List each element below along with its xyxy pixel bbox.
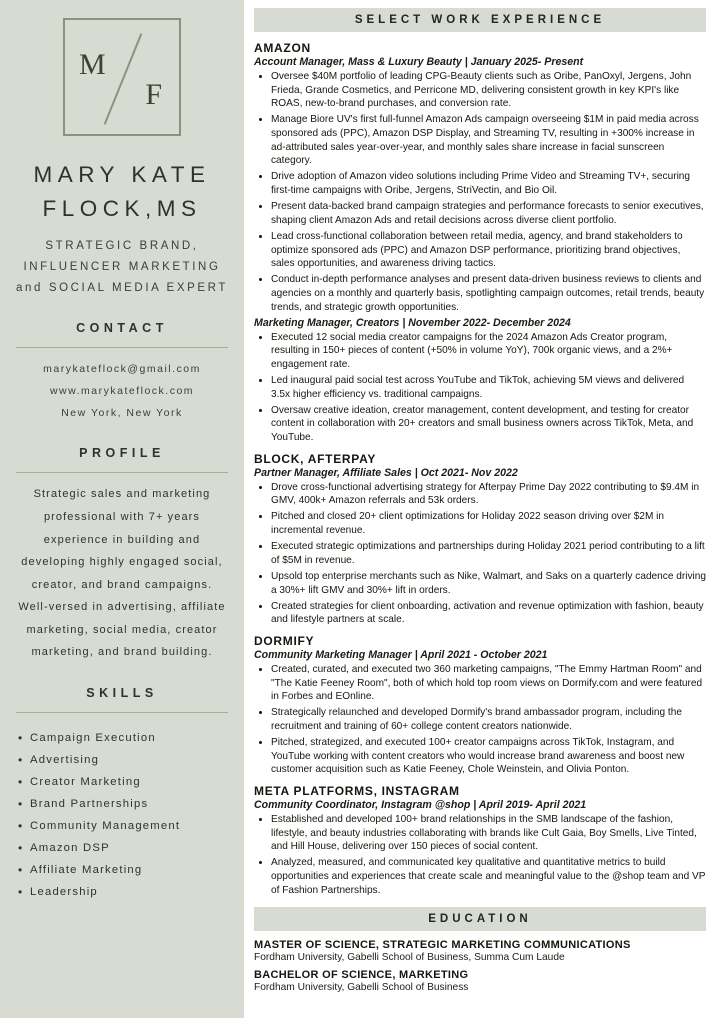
page-title: MARY KATE FLOCK,MS <box>33 162 211 221</box>
monogram-logo <box>63 18 181 136</box>
list-item: • Analyzed, measured, and communicated key qualitative and quantitative metrics to build opportunities and experiences that create scale and meaningful value to the @shop team and VP of Fashion Partnerships. <box>271 856 706 897</box>
list-item: • Creator Marketing <box>16 771 228 793</box>
list-item: • Strategically relaunched and developed Dormify's brand ambassador program, including the recruitment and training of 60+ college content creators nationwide. <box>271 706 706 733</box>
list-item: • Drove cross-functional advertising strategy for Afterpay Prime Day 2022 contributing to $9.4M in GMV, 400k+ Amazon referrals and 53k orders. <box>271 481 706 508</box>
degree-school: Fordham University, Gabelli School of Business <box>254 982 469 994</box>
employer-name: BLOCK, AFTERPAY <box>254 451 377 466</box>
profile-text: Strategic sales and marketing professional with 7+ years experience in building and developing highly engaged social, creator, and brand campaigns. Well-versed in advertising, affiliate marketing, social media, creator marketing, and brand building. <box>18 488 226 659</box>
list-item: • Campaign Execution <box>16 727 228 749</box>
job-title: Account Manager, Mass & Luxury Beauty | January 2025- Present <box>254 56 584 68</box>
list-item: • Led inaugural paid social test across YouTube and TikTok, achieving 5M views and delivered 3.5x higher efficiency vs. traditional campaigns. <box>271 374 706 401</box>
list-item: • Advertising <box>16 749 228 771</box>
job-bullets <box>254 813 706 897</box>
job-bullets <box>254 481 706 627</box>
contact-location: New York, New York <box>61 407 183 420</box>
job-title: Community Marketing Manager | April 2021 - October 2021 <box>254 648 548 661</box>
list-item: • Manage Biore UV's first full-funnel Amazon Ads campaign overseeing $1M in paid media across sponsored ads (PPC), Amazon DSP Display, and Streaming TV, resulting in +300% increase in ad-attributed sales year-over-year, and monthly sales share increase in facial sunscreen category. <box>271 113 706 168</box>
list-item: • Pitched and closed 20+ client optimizations for Holiday 2022 season driving over $2M in incremental revenue. <box>271 510 706 537</box>
list-item: • Established and developed 100+ brand relationships in the SMB landscape of the fashion, lifestyle, and beauty industries collaborating with brands like Cult Gaia, Boy Smells, Live Tinted, and Hill House, delivering over 150 pieces of social content. <box>271 813 706 854</box>
job-title: Partner Manager, Affiliate Sales | Oct 2021- Nov 2022 <box>254 466 518 479</box>
skills-divider <box>16 712 228 713</box>
sidebar <box>0 0 244 1018</box>
list-item: • Upsold top enterprise merchants such as Nike, Walmart, and Saks on a quarterly cadence driving a 30%+ lift GMV and 30%+ lift in orders. <box>271 570 706 597</box>
employer-name: META PLATFORMS, INSTAGRAM <box>254 783 460 798</box>
list-item: • Conduct in-depth performance analyses and present data-driven business reviews to clients and agencies on a monthly and quarterly basis, spotlighting campaign outcomes, retail trends, beauty trends, and strategic growth opportunities. <box>271 273 706 314</box>
list-item: • Leadership <box>16 881 228 903</box>
list-item: • Amazon DSP <box>16 837 228 859</box>
list-item: • Created strategies for client onboarding, activation and revenue optimization with fashion, beauty and lifestyle partners at scale. <box>271 600 706 627</box>
list-item: • Drive adoption of Amazon video solutions including Prime Video and Streaming TV+, securing first-time campaigns with Oribe, Jergens, StriVectin, and Bio Oil. <box>271 170 706 197</box>
list-item: • Oversee $40M portfolio of leading CPG-Beauty clients such as Oribe, PanOxyl, Jergens, John Frieda, Grande Cosmetics, and Perricone MD, delivering consistent growth in key KPI's like ROAS, new-to-brand purchases, and conversion rate. <box>271 70 706 111</box>
job-title: Marketing Manager, Creators | November 2022- December 2024 <box>254 316 571 329</box>
list-item: • Pitched, strategized, and executed 100+ creator campaigns across TikTok, Instagram, and YouTube working with content creators who would increase brand awareness and boost new customer acquisition such as Katie Feeney, Chole Weinstein, and Olivia Ponton. <box>271 736 706 777</box>
monogram-slash-icon <box>104 33 143 125</box>
list-item: • Community Management <box>16 815 228 837</box>
monogram-letter-f: F <box>145 78 163 111</box>
degree-school: Fordham University, Gabelli School of Business, Summa Cum Laude <box>254 952 565 964</box>
list-item: • Brand Partnerships <box>16 793 228 815</box>
list-item: • Executed strategic optimizations and partnerships during Holiday 2021 period contributing to a lift of $5M in revenue. <box>271 540 706 567</box>
profile-divider <box>16 472 228 473</box>
list-item: • Lead cross-functional collaboration between retail media, agency, and brand stakeholders to optimize sponsored ads (PPC) and Amazon DSP performance, prioritizing brand objectives, sales opportunities, and awareness driving tactics. <box>271 230 706 271</box>
job-title: Community Coordinator, Instagram @shop | April 2019- April 2021 <box>254 798 587 811</box>
list-item: • Oversaw creative ideation, creator management, content development, and testing for creator content in collaboration with 20+ creators and small business owners across TikTok, Meta, and YouTube. <box>271 404 706 445</box>
employer-name: AMAZON <box>254 41 311 55</box>
skills-heading: SKILLS <box>86 685 158 700</box>
employer-name: DORMIFY <box>254 633 315 648</box>
professional-tagline: STRATEGIC BRAND, INFLUENCER MARKETING and SOCIAL MEDIA EXPERT <box>16 239 228 295</box>
degree-title: MASTER OF SCIENCE, STRATEGIC MARKETING COMMUNICATIONS <box>254 939 631 952</box>
contact-divider <box>16 347 228 348</box>
list-item: • Affiliate Marketing <box>16 859 228 881</box>
education-section-heading: EDUCATION <box>254 907 706 931</box>
list-item: • Present data-backed brand campaign strategies and performance forecasts to senior executives, shaping client Amazon Ads and retail decisions across diverse client portfolio. <box>271 200 706 227</box>
list-item: • Executed 12 social media creator campaigns for the 2024 Amazon Ads Creator program, resulting in 150+ pieces of content (+50% in volume YoY), 700k organic views, and a 2%+ engagement rate. <box>271 331 706 372</box>
experience-section-heading: SELECT WORK EXPERIENCE <box>254 8 706 32</box>
contact-website[interactable]: www.marykateflock.com <box>49 385 195 398</box>
list-item: • Created, curated, and executed two 360 marketing campaigns, "The Emmy Hartman Room" and "The Katie Feeney Room", both of which hold top room views on Dormify.com and were featured in Forbes and EOnline. <box>271 663 706 704</box>
contact-heading: CONTACT <box>76 321 168 336</box>
monogram-letter-m: M <box>79 48 107 81</box>
profile-heading: PROFILE <box>79 446 165 461</box>
job-bullets <box>254 663 706 777</box>
degree-title: BACHELOR OF SCIENCE, MARKETING <box>254 969 469 982</box>
job-bullets <box>254 331 706 445</box>
main-content <box>244 0 720 1018</box>
job-bullets <box>254 70 706 314</box>
skills-list <box>16 727 228 903</box>
contact-email[interactable]: marykateflock@gmail.com <box>43 363 201 376</box>
